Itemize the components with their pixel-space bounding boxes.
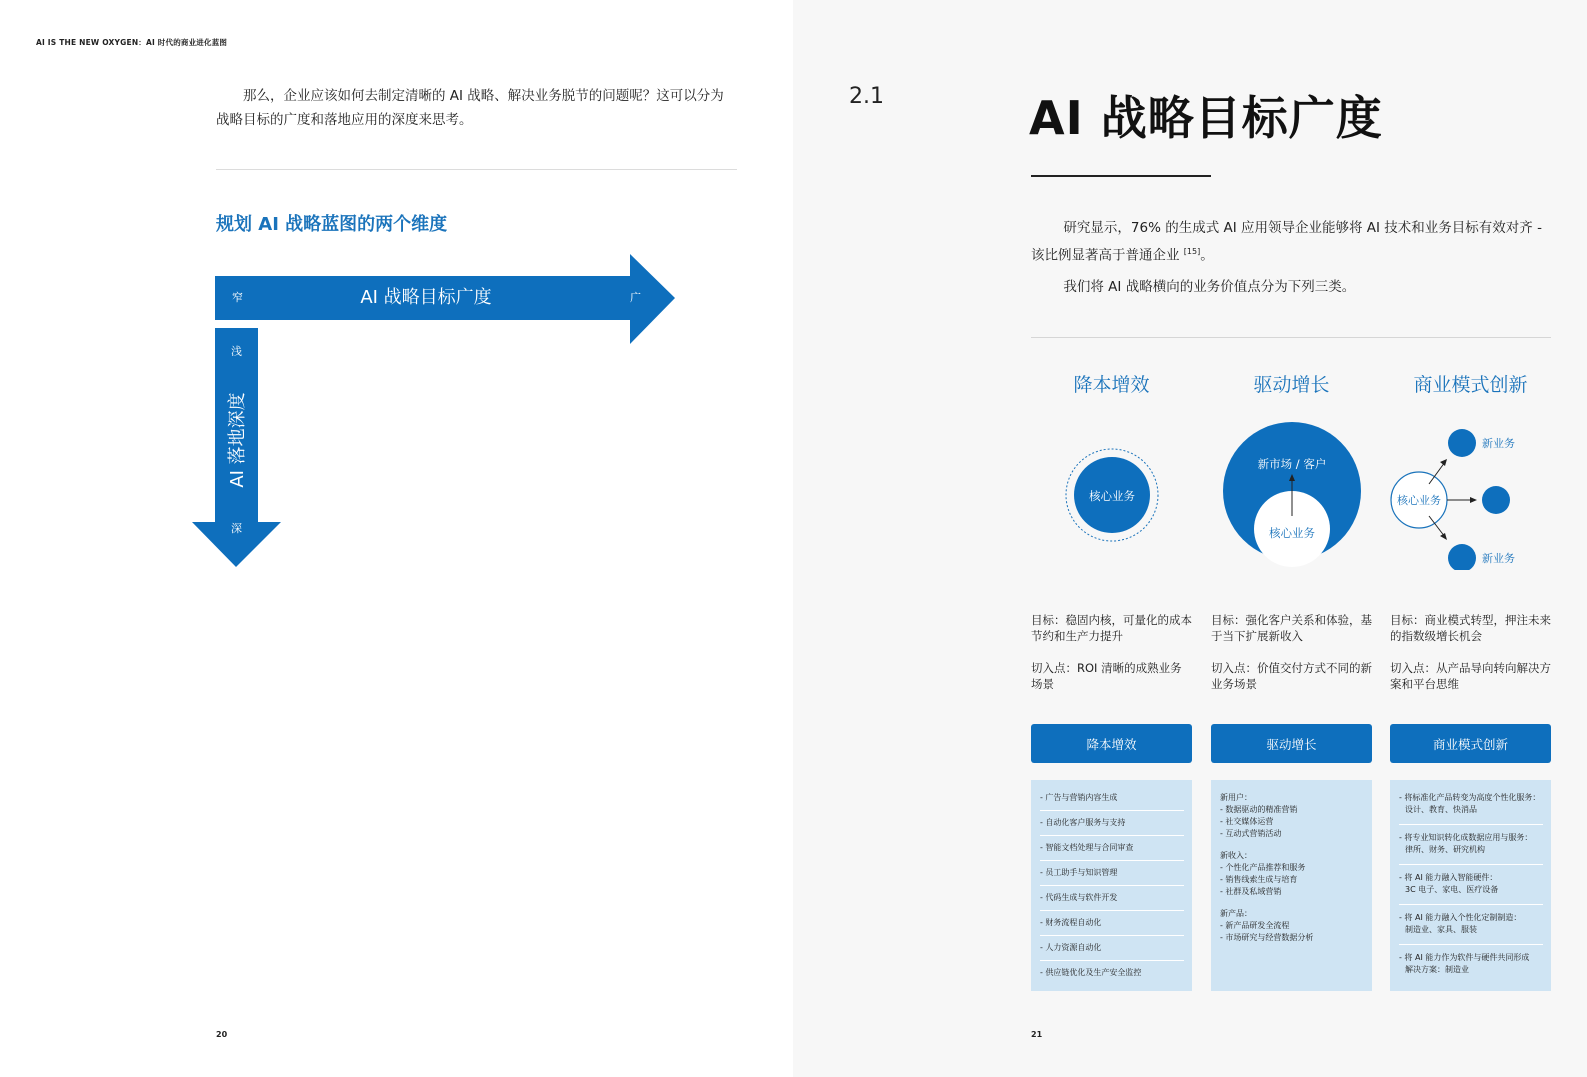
column-heading: 驱动增长 xyxy=(1253,374,1330,396)
item-detail: 3C 电子、家电、医疗设备 xyxy=(1405,885,1499,894)
list-item xyxy=(1399,832,1543,865)
innovation-diagram xyxy=(1390,420,1551,570)
two-dimension-arrows xyxy=(190,252,690,582)
group-title: 新产品： xyxy=(1220,909,1252,918)
depth-start-label: 浅 xyxy=(231,345,242,358)
list-item: - 个性化产品推荐和服务 xyxy=(1220,863,1306,872)
list-group xyxy=(1220,850,1364,898)
goal-text: 目标：强化客户关系和体验，基于当下扩展新收入 xyxy=(1211,613,1372,643)
new-business-label-bottom: 新业务 xyxy=(1482,552,1515,565)
list-item: - 销售线索生成与培育 xyxy=(1220,875,1298,884)
section-number: 2.1 xyxy=(849,84,884,109)
new-business-node-bottom xyxy=(1448,544,1476,570)
drive-growth-list xyxy=(1211,780,1372,991)
list-item: - 社交媒体运营 xyxy=(1220,817,1274,826)
item-detail: 律所、财务、研究机构 xyxy=(1405,845,1485,854)
research-end: 。 xyxy=(1200,247,1214,264)
list-item: - 人力资源自动化 xyxy=(1040,942,1184,961)
figure-title: 规划 AI 战略蓝图的两个维度 xyxy=(216,214,448,235)
divider xyxy=(216,169,737,170)
column-business-model-innovation xyxy=(1390,370,1551,974)
drive-growth-button[interactable]: 驱动增长 xyxy=(1211,724,1372,763)
outer-label: 新市场 / 客户 xyxy=(1257,457,1327,471)
goal-text: 目标：商业模式转型，押注未来的指数级增长机会 xyxy=(1390,613,1551,643)
goal-text: 目标：稳固内核，可量化的成本节约和生产力提升 xyxy=(1031,613,1192,643)
item-line: - 将专业知识转化成数据应用与服务： xyxy=(1399,833,1533,842)
page-number-right: 21 xyxy=(1031,1030,1043,1039)
title-underline xyxy=(1031,175,1211,177)
list-item: - 员工助手与知识管理 xyxy=(1040,867,1184,886)
breadth-start-label: 窄 xyxy=(232,291,243,304)
page-number-left: 20 xyxy=(216,1030,228,1039)
column-cost-efficiency xyxy=(1031,370,1192,977)
list-item: - 新产品研发全流程 xyxy=(1220,921,1290,930)
list-item: - 供应链优化及生产安全监控 xyxy=(1040,968,1142,977)
depth-end-label: 深 xyxy=(231,522,242,535)
core-label: 核心业务 xyxy=(1397,494,1441,507)
core-label: 核心业务 xyxy=(1089,489,1135,503)
breadth-end-label: 广 xyxy=(630,291,641,304)
section-title: AI 战略目标广度 xyxy=(1029,91,1383,145)
intro-paragraph: 那么，企业应该如何去制定清晰的 AI 战略、解决业务脱节的问题呢？这可以分为战略目标的广度和落地应用的深度来思考。 xyxy=(216,88,724,128)
divider xyxy=(1031,337,1551,338)
list-item xyxy=(1399,872,1543,905)
list-item: - 市场研究与经营数据分析 xyxy=(1220,933,1314,942)
item-detail: 设计、教育、快消品 xyxy=(1405,805,1477,814)
cost-efficiency-button[interactable]: 降本增效 xyxy=(1031,724,1192,763)
item-detail: 制造业、家具、服装 xyxy=(1405,925,1477,934)
item-line: - 将标准化产品转变为高度个性化服务： xyxy=(1399,793,1541,802)
item-line: - 将 AI 能力融入智能硬件： xyxy=(1399,873,1498,882)
list-item: - 自动化客户服务与支持 xyxy=(1040,817,1184,836)
item-line: - 将 AI 能力作为软件与硬件共同形成 xyxy=(1399,953,1530,962)
list-group xyxy=(1220,908,1364,944)
new-business-node-middle xyxy=(1482,486,1510,514)
list-item: - 社群及私域营销 xyxy=(1220,887,1282,896)
list-item: - 代码生成与软件开发 xyxy=(1040,892,1184,911)
research-paragraph xyxy=(1031,216,1551,268)
group-title: 新用户： xyxy=(1220,793,1252,802)
reference-mark: [15] xyxy=(1183,247,1201,256)
list-item: - 数据驱动的精准营销 xyxy=(1220,805,1298,814)
cost-efficiency-list xyxy=(1031,780,1192,991)
list-item: - 互动式营销活动 xyxy=(1220,829,1282,838)
entry-point-text: 切入点：价值交付方式不同的新业务场景 xyxy=(1211,661,1372,691)
entry-point-text: 切入点：从产品导向转向解决方案和平台思维 xyxy=(1390,661,1551,691)
research-text: 研究显示，76% 的生成式 AI 应用领导企业能够将 AI 技术和业务目标有效对齐 - 该比例显著高于普通企业 xyxy=(1031,220,1542,264)
list-item: - 广告与营销内容生成 xyxy=(1040,792,1184,811)
list-item xyxy=(1399,952,1543,984)
list-group xyxy=(1220,792,1364,840)
core-label: 核心业务 xyxy=(1269,526,1315,540)
list-item xyxy=(1399,912,1543,945)
core-business-diagram xyxy=(1031,420,1192,570)
list-item xyxy=(1399,792,1543,825)
running-head: AI IS THE NEW OXYGEN：AI 时代的商业进化蓝图 xyxy=(36,38,228,47)
group-title: 新收入： xyxy=(1220,851,1252,860)
business-model-innovation-button[interactable]: 商业模式创新 xyxy=(1390,724,1551,763)
breadth-arrow-label: AI 战略目标广度 xyxy=(360,287,492,308)
entry-point-text: 切入点：ROI 清晰的成熟业务场景 xyxy=(1031,661,1182,691)
column-drive-growth xyxy=(1211,370,1372,942)
left-page xyxy=(0,0,793,1077)
business-model-innovation-list xyxy=(1390,780,1551,991)
depth-arrow-label: AI 落地深度 xyxy=(227,392,248,488)
classification-paragraph: 我们将 AI 战略横向的业务价值点分为下列三类。 xyxy=(1063,279,1356,295)
new-business-label-top: 新业务 xyxy=(1482,437,1515,450)
growth-diagram xyxy=(1211,420,1372,570)
list-item: - 财务流程自动化 xyxy=(1040,917,1184,936)
list-item: - 智能文档处理与合同审查 xyxy=(1040,842,1184,861)
item-detail: 解决方案：制造业 xyxy=(1405,965,1469,974)
column-heading: 降本增效 xyxy=(1073,374,1150,396)
item-line: - 将 AI 能力融入个性化定制制造： xyxy=(1399,913,1522,922)
column-heading: 商业模式创新 xyxy=(1413,374,1528,396)
new-business-node-top xyxy=(1448,429,1476,457)
